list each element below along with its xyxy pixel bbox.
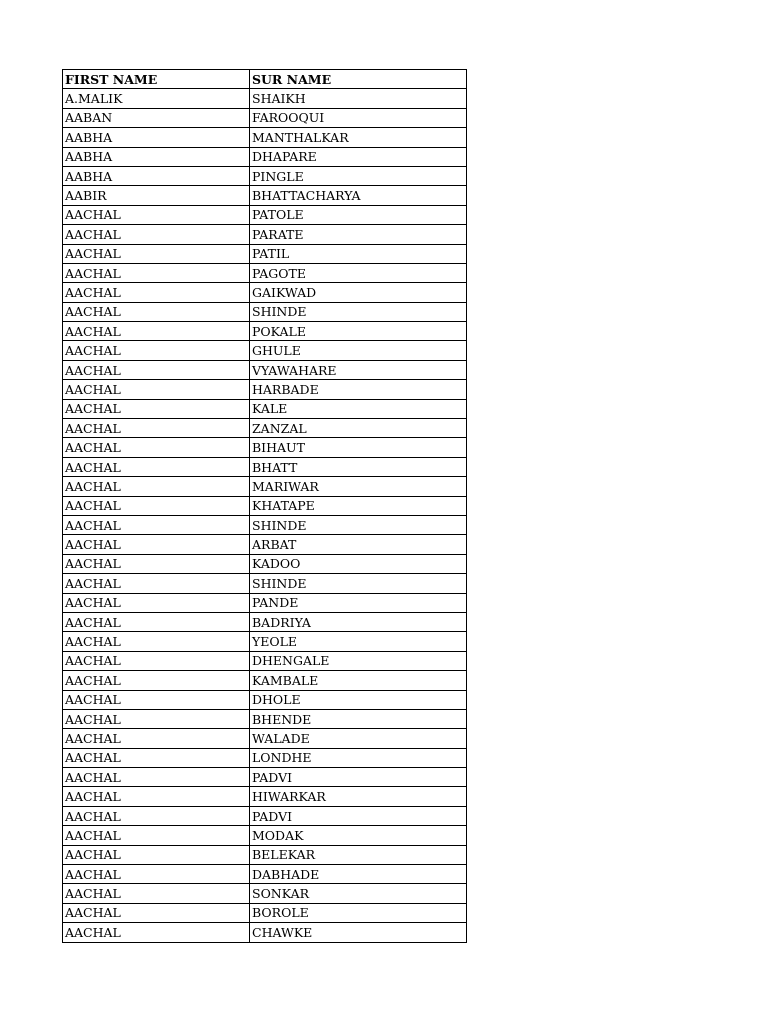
first-name-cell: AACHAL	[63, 225, 250, 244]
header-row	[63, 70, 467, 89]
first-name-cell: A.MALIK	[63, 89, 250, 108]
table-row	[63, 496, 467, 515]
first-name-cell: AACHAL	[63, 632, 250, 651]
first-name-cell: AACHAL	[63, 574, 250, 593]
first-name-cell: AACHAL	[63, 302, 250, 321]
surname-cell: YEOLE	[250, 632, 467, 651]
names-table	[62, 69, 467, 943]
first-name-cell: AACHAL	[63, 554, 250, 573]
first-name-cell: AACHAL	[63, 438, 250, 457]
first-name-cell: AACHAL	[63, 709, 250, 728]
first-name-cell: AACHAL	[63, 787, 250, 806]
surname-cell: DHOLE	[250, 690, 467, 709]
table-row	[63, 108, 467, 127]
surname-cell: FAROOQUI	[250, 108, 467, 127]
table-row	[63, 322, 467, 341]
surname-cell: SONKAR	[250, 884, 467, 903]
first-name-cell: AACHAL	[63, 884, 250, 903]
table-row	[63, 341, 467, 360]
first-name-cell: AABHA	[63, 147, 250, 166]
table-row	[63, 554, 467, 573]
surname-cell: ZANZAL	[250, 419, 467, 438]
first-name-cell: AABIR	[63, 186, 250, 205]
surname-cell: SHINDE	[250, 574, 467, 593]
surname-cell: KALE	[250, 399, 467, 418]
surname-header: SUR NAME	[250, 70, 467, 89]
surname-cell: MODAK	[250, 826, 467, 845]
first-name-cell: AACHAL	[63, 768, 250, 787]
first-name-cell: AACHAL	[63, 806, 250, 825]
first-name-cell: AACHAL	[63, 399, 250, 418]
table-row	[63, 748, 467, 767]
surname-cell: MANTHALKAR	[250, 128, 467, 147]
first-name-cell: AACHAL	[63, 923, 250, 942]
table-row	[63, 166, 467, 185]
surname-cell: BHATTACHARYA	[250, 186, 467, 205]
table-row	[63, 457, 467, 476]
surname-cell: KAMBALE	[250, 671, 467, 690]
surname-cell: HARBADE	[250, 380, 467, 399]
surname-cell: BADRIYA	[250, 612, 467, 631]
surname-cell: PADVI	[250, 768, 467, 787]
table-row	[63, 244, 467, 263]
first-name-cell: AACHAL	[63, 535, 250, 554]
first-name-cell: AACHAL	[63, 419, 250, 438]
surname-cell: PARATE	[250, 225, 467, 244]
table-row	[63, 128, 467, 147]
surname-cell: CHAWKE	[250, 923, 467, 942]
surname-cell: BHATT	[250, 457, 467, 476]
surname-cell: PINGLE	[250, 166, 467, 185]
table-row	[63, 205, 467, 224]
surname-cell: ARBAT	[250, 535, 467, 554]
surname-cell: GHULE	[250, 341, 467, 360]
table-row	[63, 923, 467, 942]
surname-cell: DHAPARE	[250, 147, 467, 166]
surname-cell: HIWARKAR	[250, 787, 467, 806]
table-row	[63, 593, 467, 612]
table-row	[63, 419, 467, 438]
first-name-cell: AACHAL	[63, 845, 250, 864]
first-name-cell: AACHAL	[63, 205, 250, 224]
first-name-cell: AACHAL	[63, 263, 250, 282]
table-row	[63, 729, 467, 748]
table-row	[63, 225, 467, 244]
surname-cell: PATOLE	[250, 205, 467, 224]
table-row	[63, 612, 467, 631]
first-name-cell: AACHAL	[63, 244, 250, 263]
table-row	[63, 671, 467, 690]
first-name-cell: AACHAL	[63, 729, 250, 748]
surname-cell: LONDHE	[250, 748, 467, 767]
surname-cell: GAIKWAD	[250, 283, 467, 302]
table-row	[63, 399, 467, 418]
first-name-cell: AACHAL	[63, 865, 250, 884]
table-row	[63, 690, 467, 709]
table-row	[63, 147, 467, 166]
table-row	[63, 651, 467, 670]
table-row	[63, 845, 467, 864]
surname-cell: KADOO	[250, 554, 467, 573]
surname-cell: SHINDE	[250, 515, 467, 534]
first-name-header: FIRST NAME	[63, 70, 250, 89]
first-name-cell: AACHAL	[63, 671, 250, 690]
surname-cell: MARIWAR	[250, 477, 467, 496]
first-name-cell: AACHAL	[63, 341, 250, 360]
first-name-cell: AACHAL	[63, 826, 250, 845]
first-name-cell: AACHAL	[63, 496, 250, 515]
table-row	[63, 89, 467, 108]
table-row	[63, 903, 467, 922]
first-name-cell: AACHAL	[63, 380, 250, 399]
surname-cell: VYAWAHARE	[250, 360, 467, 379]
first-name-cell: AACHAL	[63, 612, 250, 631]
table-row	[63, 186, 467, 205]
first-name-cell: AACHAL	[63, 748, 250, 767]
surname-cell: PATIL	[250, 244, 467, 263]
surname-cell: DABHADE	[250, 865, 467, 884]
surname-cell: WALADE	[250, 729, 467, 748]
first-name-cell: AACHAL	[63, 690, 250, 709]
table-row	[63, 438, 467, 457]
table-row	[63, 768, 467, 787]
name-sheet	[62, 69, 466, 943]
first-name-cell: AACHAL	[63, 322, 250, 341]
surname-cell: KHATAPE	[250, 496, 467, 515]
first-name-cell: AACHAL	[63, 515, 250, 534]
surname-cell: BHENDE	[250, 709, 467, 728]
surname-cell: SHAIKH	[250, 89, 467, 108]
table-row	[63, 477, 467, 496]
surname-cell: PADVI	[250, 806, 467, 825]
table-row	[63, 884, 467, 903]
first-name-cell: AACHAL	[63, 593, 250, 612]
table-row	[63, 360, 467, 379]
first-name-cell: AACHAL	[63, 283, 250, 302]
table-row	[63, 826, 467, 845]
table-row	[63, 515, 467, 534]
table-body	[63, 89, 467, 942]
table-row	[63, 865, 467, 884]
surname-cell: POKALE	[250, 322, 467, 341]
table-row	[63, 535, 467, 554]
first-name-cell: AACHAL	[63, 457, 250, 476]
table-row	[63, 709, 467, 728]
first-name-cell: AACHAL	[63, 360, 250, 379]
table-row	[63, 302, 467, 321]
table-row	[63, 263, 467, 282]
table-row	[63, 806, 467, 825]
table-row	[63, 632, 467, 651]
first-name-cell: AACHAL	[63, 651, 250, 670]
surname-cell: BIHAUT	[250, 438, 467, 457]
surname-cell: PAGOTE	[250, 263, 467, 282]
surname-cell: BELEKAR	[250, 845, 467, 864]
surname-cell: PANDE	[250, 593, 467, 612]
first-name-cell: AABHA	[63, 166, 250, 185]
table-row	[63, 787, 467, 806]
table-row	[63, 574, 467, 593]
first-name-cell: AACHAL	[63, 477, 250, 496]
first-name-cell: AACHAL	[63, 903, 250, 922]
first-name-cell: AABHA	[63, 128, 250, 147]
first-name-cell: AABAN	[63, 108, 250, 127]
surname-cell: SHINDE	[250, 302, 467, 321]
table-row	[63, 380, 467, 399]
table-row	[63, 283, 467, 302]
surname-cell: DHENGALE	[250, 651, 467, 670]
surname-cell: BOROLE	[250, 903, 467, 922]
